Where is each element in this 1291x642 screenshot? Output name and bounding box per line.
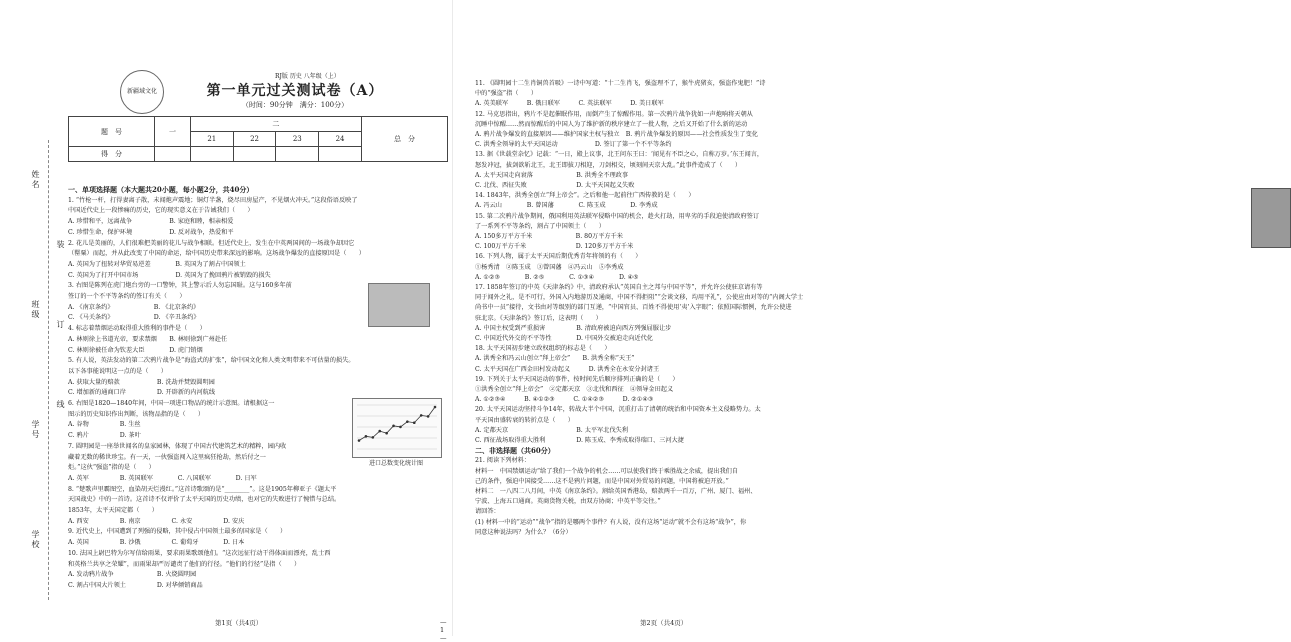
import-chart-svg [353, 399, 441, 457]
right-line: 中的“强盗”指（ ） [475, 90, 538, 98]
right-line: 13. 据《世载堂杂忆》记载：“一日，殿上议事，北王问东王曰：‘闻见有不臣之心，自称万岁。’东王闻言， [475, 151, 764, 159]
binding-line [48, 140, 49, 600]
left-line: 8. “楚歌声里霸图空，血染胡天烂漫红。”这首诗歌颂的是“________”。这是1905年柳亚子《题太平 [68, 485, 337, 493]
right-line: C. 洪秀全领导的太平天国运动 D. 签订了第一个不平等条约 [475, 141, 672, 149]
right-line: A. 洪秀全和冯云山创立“拜上帝会” B. 洪秀全称“天王” [475, 355, 635, 363]
portrait-image [1251, 188, 1291, 248]
right-line: A. 中国主权受到严重损害 B. 清政府被迫向西方列强屈服让步 [475, 324, 672, 332]
right-line: A. ①②③ B. ②⑤ C. ①③④ D. ④⑤ [475, 273, 639, 281]
footer-left: 第1页（共4页） [215, 619, 263, 627]
footer-center: — 1 — [440, 618, 447, 642]
right-line: 18. 太平天国初步建立政权组织的标志是（ ） [475, 345, 611, 353]
score-col: 21 [190, 132, 233, 147]
right-line: A. 太平天国走向衰落 B. 洪秀全不理政事 [475, 171, 629, 179]
left-line: 图示的历史知识作出判断，该物品指的是（ ） [68, 410, 205, 418]
left-line: （罂粟）而起，并从此改变了中国的命运，给中国历史带来深远的影响。这场战争爆发的直接原因是（ ） [68, 250, 365, 258]
right-line: 了一系列不平等条约，割占了中国领土（ ） [475, 222, 605, 230]
footer-right: 第2页（共4页） [640, 619, 688, 627]
class-label: 班级 [31, 300, 40, 320]
left-line: 1853年，太平天国定都（ ） [68, 507, 158, 514]
left-line: C. 鸦片 D. 茶叶 [68, 432, 141, 440]
left-line: 4. 标志着禁烟运动取得重大胜利的事件是（ ） [68, 325, 206, 333]
score-row-label: 得 分 [69, 147, 155, 162]
left-line: 1. “竹枪一杆，打得妻离子散，未闻炮声震地；铜灯半盏，烧尽田房屋产，不见烟火冲天。”这段俗语反映了 [68, 196, 358, 204]
right-page [455, 0, 895, 636]
school-label: 学校 [31, 530, 40, 550]
chart-caption: 进口总数变化统计图 [368, 460, 423, 467]
score-cell[interactable] [190, 147, 233, 162]
left-line: 藏着无数的稀世珍宝。有一天，一伙强盗闯入这里疯狂抢劫，然后付之一 [68, 453, 266, 461]
left-page [0, 0, 450, 642]
number-label: 学号 [31, 420, 40, 440]
left-line: A. 珍惜和平，远离战争 B. 家庭和睦，相亲相爱 [68, 218, 234, 226]
right-line: 21. 阅读下列材料： [475, 457, 531, 465]
right-line: C. 中国近代外交的不平等性 D. 中国外交被迫走向近代化 [475, 335, 653, 342]
left-line: A. 西安 B. 南京 C. 永安 D. 安庆 [68, 517, 245, 525]
right-line: ①杨秀清 ②陈玉成 ③曾国藩 ④冯云山 ⑤李秀成 [475, 263, 624, 271]
bind-char-1: 装 [56, 240, 65, 250]
left-line: A. 获取大量的赔款 B. 洗劫并焚毁圆明园 [68, 378, 215, 386]
left-line: A. 发动鸦片战争 B. 火烧圆明园 [68, 571, 197, 579]
score-col: 24 [319, 132, 362, 147]
left-line: 2. 花儿是美丽的，人们很难把美丽的花儿与战争相联。但近代史上，发生在中英两国间的一场战争却因它 [68, 239, 355, 247]
right-line: 沉睡中惊醒……然而惊醒后的中国人为了维护新的秩序建立了一批人物，之后又开始了什么新的运动 [475, 120, 748, 128]
import-chart [352, 398, 442, 458]
right-line: 同意这种说法吗？为什么？（6分） [475, 528, 572, 536]
left-line: 中国近代史上一段惨痛的历史，它的现实意义在于告诫我们（ ） [68, 207, 254, 215]
left-line: C. 割占中国大片领土 D. 对华倾销商品 [68, 581, 203, 589]
score-head: 题 号 [69, 117, 155, 147]
right-line: C. 西征战场取得重大胜利 D. 陈玉成、李秀成取得瑞口、三河大捷 [475, 437, 684, 444]
right-line: 宁波、上海五口通商。英商货物关税，由双方协商；中英平等交往。” [475, 498, 661, 506]
score-head: 二 [190, 117, 361, 132]
right-line: A. 150多万平方千米 B. 80万平方千米 [475, 233, 623, 240]
right-line: 材料一 中国禁烟运动“给了我们一个战争的机会……可以使我们终于乘胜战之余威，提出我们自 [475, 467, 739, 475]
edition-label: RJ版 历史 八年级（上） [275, 73, 340, 80]
right-line: 己的条件，强迫中国接受……这不是鸦片问题，而是中国对外贸易的问题，中国将被迫开放。” [475, 477, 729, 485]
left-line: A. 英军 B. 英国联军 C. 八国联军 D. 日军 [68, 474, 257, 482]
bind-char-3: 线 [56, 400, 65, 410]
logo-text: 新疆域文化 [126, 88, 157, 95]
score-head: 一 [155, 117, 191, 147]
score-cell[interactable] [233, 147, 276, 162]
right-line: A. 鸦片战争爆发的直接原因——维护国家主权与独立 B. 鸦片战争爆发的原因——社会性质发生了变化 [475, 131, 758, 138]
publisher-logo [120, 70, 164, 114]
left-line: 以下各事能说明这一点的是（ ） [68, 367, 167, 375]
left-line: 炬。”这伙“强盗”指的是（ ） [68, 464, 155, 472]
right-line: C. 太平天国在广西金田村发动起义 D. 洪秀全在永安分封诸王 [475, 365, 660, 373]
left-line: A. 林则徐上书道光帝，要求禁烟 B. 林则徐到广州赴任 [68, 335, 228, 343]
right-line: C. 100万平方千米 D. 120多万平方千米 [475, 243, 634, 251]
right-line: 同于闻外之礼，是不可行，外国入内地游历及通商，中国不得拒阻”“会谈文移，均用平礼”，公使应由对等的“内阁大学士 [475, 294, 804, 302]
score-cell[interactable] [155, 147, 191, 162]
left-line: 5. 有人说，英法发动的第二次鸦片战争是“海盗式的扩张”，给中国文化和人类文明带来不可估量的损失。 [68, 357, 355, 365]
right-line: 15. 第二次鸦片战争期间，俄国利用英法联军侵略中国的机会，趁火打劫，用卑劣的手段迫使清政府签订 [475, 212, 760, 220]
left-line: C. 珍惜生命，保护环境 D. 反对战争，热爱和平 [68, 228, 234, 236]
right-line: 11. 《圆明园十二生肖铜兽首吸》一诗中写道：“十二生肖飞，强盗理不了，猴牛虎猪亥，强盗作鬼肥！”诗 [475, 80, 766, 87]
right-line: 怒发冲冠，拔剑欲斩北王，北王即拔刀相迎，刀剑相交，顷刻间天京大乱。”此事件造成了（ ） [475, 161, 742, 169]
right-line: A. 定都天京 B. 太平军北伐失利 [475, 426, 629, 434]
left-line: 9. 近代史上，中国遭到了列强的侵略，其中侵占中国领土最多的国家是（ ） [68, 528, 287, 536]
bind-char-2: 订 [56, 320, 65, 330]
right-line: 二、非选择题（共60分） [475, 446, 555, 456]
left-line: 签订的一个不平等条约的签订有关（ ） [68, 293, 186, 300]
score-cell[interactable] [276, 147, 319, 162]
left-line: C. 增加新的通商口岸 D. 开辟新的内河航线 [68, 389, 216, 397]
right-line: ①洪秀全创立“拜上帝会” ②定都天京 ③北伐和西征 ④领导金田起义 [475, 386, 674, 393]
right-line: 16. 下列人物，属于太平天国后期优秀青年将领的有（ ） [475, 253, 642, 261]
left-line: A. 《南京条约》 B. 《北京条约》 [68, 303, 200, 311]
right-line: C. 北伐、西征失败 D. 太平天国起义失败 [475, 182, 635, 189]
left-line: A. 谷物 B. 生丝 [68, 421, 141, 429]
left-line: 一、单项选择题（本大题共20小题，每小题2分，共40分） [68, 185, 254, 194]
left-line: 3. 右图是陈列在虎门炮台旁的一口警钟，其上警示后人勿忘国耻。这与160多年前 [68, 282, 292, 290]
left-line: 6. 右图是1820—1840年间，中国一项进口物品的统计示意图。请根据这一 [68, 400, 275, 407]
left-line: C. 英国为了打开中国市场 D. 英国为了挽回鸦片被销毁的损失 [68, 271, 271, 279]
chart-line [359, 407, 435, 441]
page-divider [452, 0, 453, 636]
right-line: A. 冯云山 B. 曾国藩 C. 陈玉成 D. 李秀成 [475, 202, 658, 210]
left-line: 天国战史》中的一首诗。这首诗不仅评价了太平天国的历史功绩，也对它的失败进行了惋惜与总结。 [68, 496, 341, 504]
score-table [68, 116, 448, 162]
right-line: 驻北京。《天津条约》签订后，这表明（ ） [475, 314, 602, 322]
right-line: A. ①②③④ B. ④①②③ C. ①④②③ D. ②①④③ [475, 396, 654, 404]
score-head: 总 分 [361, 117, 447, 162]
right-line: 17. 1858年签订的中英《天津条约》中，清政府承认“英国自主之邦与中国平等”，并允许公使驻京请有等 [475, 284, 763, 291]
left-line: A. 英国 B. 沙俄 C. 葡萄牙 D. 日本 [68, 539, 245, 547]
right-line: (1) 材料一中的“运动”“战争”指的是哪两个事件？有人说，没有这场“运动”就不会有这场“战争”，你 [475, 518, 747, 526]
right-line: 12. 马克思指出，鸦片不是起催眠作用，而倒产生了惊醒作用。第一次鸦片战争犹如一声炮响将天朝从 [475, 110, 753, 118]
right-line: 平天国由盛转衰的转折点是（ ） [475, 416, 574, 424]
right-line: A. 英美联军 B. 俄日联军 C. 英法联军 D. 美日联军 [475, 100, 664, 108]
bell-image [368, 283, 430, 327]
right-line: 请回答： [475, 508, 500, 516]
exam-subtitle: （时间：90分钟 满分：100分） [241, 101, 349, 109]
left-line: 和英格兰共享之荣耀”，而雨果却严厉谴责了他们的行径。“他们的行径”是指（ ） [68, 560, 301, 568]
left-line: A. 英国为了扭转对华贸易逆差 B. 英国为了割占中国领土 [68, 260, 246, 268]
right-line: 材料二 一八四二八月间，中英《南京条约》。割给英国香港岛，赔款两千一百万，广州、厦门、福州、 [475, 488, 757, 495]
score-col: 23 [276, 132, 319, 147]
right-line: 14. 1843年，洪秀全创立“拜上帝会”。之后和他一起前往广西传教的是（ ） [475, 192, 695, 200]
binding-margin [0, 130, 65, 600]
left-line: 10. 法国上尉巴特为尔写信给雨果，要求雨果歌颂他们。“这次远征行动干得体面而漂亮，乱士西 [68, 549, 331, 557]
score-cell[interactable] [319, 147, 362, 162]
exam-title: 第一单元过关测试卷（A） [206, 83, 384, 99]
right-line: 19. 下列关于太平天国运动的事件，按时间先后顺序排列正确的是（ ） [475, 375, 679, 383]
left-line: 7. 圆明园是一座举世闻名的皇家园林，体现了中国古代建筑艺术的精粹，园内收 [68, 442, 287, 450]
left-line: C. 林则徐被任命为钦差大臣 D. 虎门销烟 [68, 346, 203, 354]
left-line: C. 《马关条约》 D. 《辛丑条约》 [68, 314, 200, 322]
right-line: 20. 太平天国运动坚持斗争14年，转战大半个中国，沉重打击了清朝的统治和中国资本主义侵略势力。太 [475, 406, 761, 414]
score-col: 22 [233, 132, 276, 147]
name-label: 姓名 [31, 170, 40, 190]
right-line: 尚书中一员”接待，文书由对等级别的部门互递，“中国官员、百姓不得使用‘夷’入字眼”；依照国际惯例，允许公使进 [475, 304, 792, 312]
